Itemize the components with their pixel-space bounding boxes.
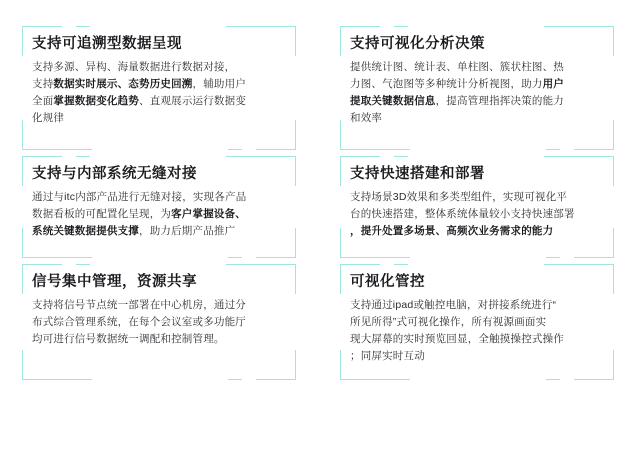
- card-title: 支持可视化分析决策: [350, 36, 485, 52]
- feature-card-visual-control: [318, 264, 636, 386]
- card-title: 可视化管控: [350, 274, 425, 290]
- feature-card-visual-analysis-decision: [318, 26, 636, 156]
- card-body: 通过与itc内部产品进行无缝对接，实现各产品 数据看板的可配置化呈现，为客户掌握设备、 系统关键数据提供支撑，助力后期产品推广: [32, 191, 247, 237]
- feature-card-centralized-signal-management: [0, 264, 318, 386]
- card-body: 提供统计图、统计表、单柱图、簇状柱图、热 力图、气泡图等多种统计分析视图，助力用户 提取关键数据信息，提高管理指挥决策的能力 和效率: [350, 61, 565, 124]
- card-title: 支持快速搭建和部署: [350, 166, 485, 182]
- feature-card-rapid-build-and-deploy: [318, 156, 636, 264]
- card-title: 信号集中管理，资源共享: [32, 274, 197, 290]
- card-body: 支持将信号节点统一部署在中心机房，通过分 布式综合管理系统，在每个会议室或多功能厅 均可进行信号数据统一调配和控制管理。: [32, 299, 246, 345]
- feature-card-grid: [0, 26, 636, 426]
- card-title: 支持与内部系统无缝对接: [32, 166, 197, 182]
- card-body: 支持场景3D效果和多类型组件，实现可视化平 台的快速搭建，整体系统体量较小支持快速部署 ，提升处置多场景、高频次业务需求的能力: [350, 191, 575, 237]
- feature-card-seamless-internal-system-docking: [0, 156, 318, 264]
- feature-card-traceable-data-presentation: [0, 26, 318, 156]
- card-body: 支持通过ipad或触控电脑，对拼接系统进行“ 所见所得”式可视化操作，所有视源画面实 现大屏幕的实时预览回显，全触摸操控式操作 ；同屏实时互动: [350, 299, 564, 362]
- card-body: 支持多源、异构、海量数据进行数据对接， 支持数据实时展示、态势历史回溯，辅助用户 全面掌握数据变化趋势、直观展示运行数据变 化规律: [32, 61, 247, 124]
- card-title: 支持可追溯型数据呈现: [32, 36, 182, 52]
